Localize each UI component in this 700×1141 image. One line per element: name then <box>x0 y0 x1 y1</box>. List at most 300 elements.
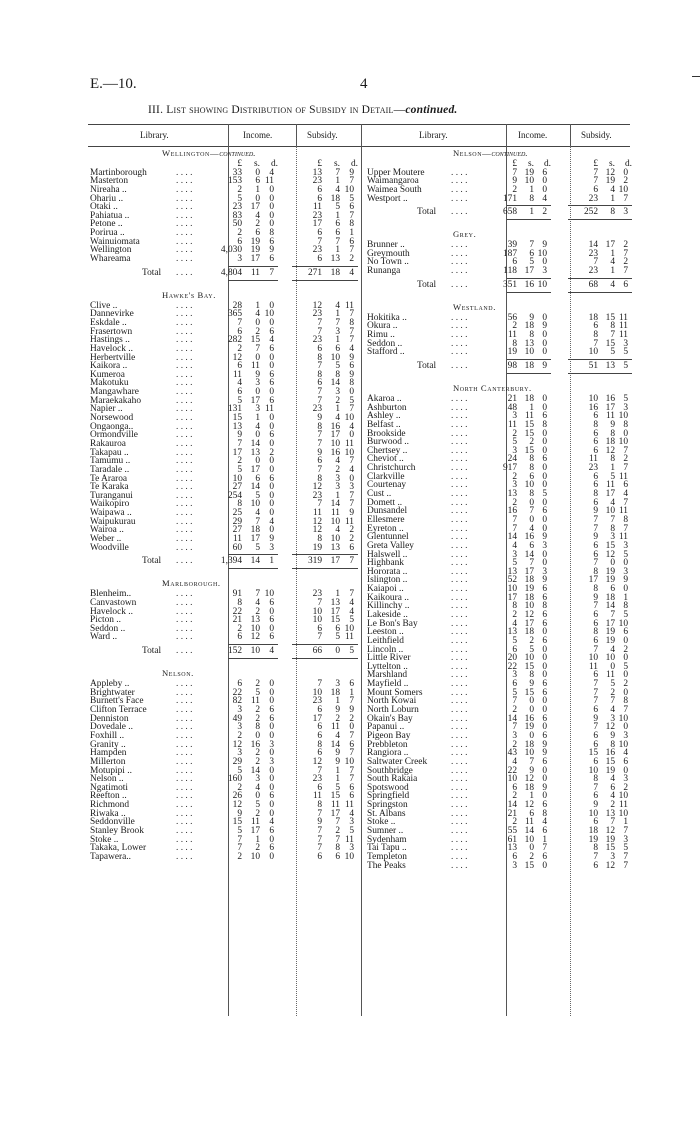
income-pounds: 23 <box>232 202 242 213</box>
subsidy-shillings: 8 <box>610 428 615 439</box>
income-shillings: 5 <box>255 542 260 553</box>
subsidy-pence: 7 <box>623 248 628 259</box>
total-label: Total <box>142 267 162 278</box>
subsidy-pounds: 8 <box>317 533 322 544</box>
library-name: Ward .. <box>90 632 118 643</box>
leader-dots: . . . . <box>451 184 468 195</box>
library-name: Ashley .. <box>367 411 401 422</box>
library-name: Christchurch <box>367 463 416 474</box>
subsidy-pence: 6 <box>623 480 628 491</box>
section-heading: Marlborough. <box>162 578 221 589</box>
income-shillings: 0 <box>529 730 534 741</box>
income-pounds: 17 <box>507 592 517 603</box>
subsidy-shillings: 13 <box>330 597 340 608</box>
income-shillings: 7 <box>255 343 260 354</box>
library-name: Woodville <box>90 542 129 553</box>
subsidy-shillings: 12 <box>605 826 615 836</box>
income-shillings: 10 <box>524 480 534 491</box>
subsidy-pence: 7 <box>623 523 628 534</box>
subsidy-pence: 5 <box>623 843 628 854</box>
income-shillings: 10 <box>250 499 260 510</box>
leader-dots: . . . . <box>176 404 193 415</box>
subsidy-pence: 0 <box>349 473 354 484</box>
library-name: Stoke .. <box>367 817 396 828</box>
subsidy-shillings: 18 <box>605 592 615 603</box>
subsidy-pounds: 23 <box>588 193 598 204</box>
leader-dots: . . . . <box>451 248 468 259</box>
subsidy-pounds: 11 <box>588 454 598 465</box>
subsidy-pounds: 23 <box>588 266 598 277</box>
subsidy-shillings: 13 <box>605 808 615 819</box>
subsidy-pence: 7 <box>623 826 628 836</box>
subsidy-pence: 11 <box>344 834 354 845</box>
income-pence: 6 <box>269 254 274 265</box>
subsidy-pence: 10 <box>618 618 628 629</box>
subsidy-pounds: 7 <box>593 782 598 793</box>
subsidy-shillings: 1 <box>335 176 340 187</box>
library-name: No Town .. <box>367 257 409 268</box>
library-name: Foxhill .. <box>90 730 125 741</box>
income-shillings: 2 <box>255 843 260 854</box>
subsidy-shillings: 3 <box>610 851 615 862</box>
leader-dots: . . . . <box>451 843 468 854</box>
subsidy-shillings: 3 <box>335 326 340 337</box>
income-shillings: 4 <box>255 421 260 432</box>
subsidy-shillings: 1 <box>335 696 340 707</box>
income-shillings: 15 <box>250 335 260 346</box>
income-shillings: 11 <box>250 817 260 828</box>
leader-dots: . . . . <box>176 533 193 544</box>
section-heading: Nelson. <box>162 668 194 679</box>
subsidy-shillings: 1 <box>335 589 340 600</box>
subsidy-pence: 7 <box>349 774 354 785</box>
subsidy-shillings: 19 <box>605 627 615 638</box>
leader-dots: . . . . <box>176 589 193 600</box>
income-shillings: 0 <box>255 430 260 441</box>
subsidy-shillings: 11 <box>330 508 340 519</box>
section-heading-row <box>367 300 632 314</box>
total-rule <box>568 219 632 220</box>
income-shillings: 15 <box>524 419 534 430</box>
income-pounds: 7 <box>237 834 242 845</box>
leader-dots: . . . . <box>451 670 468 681</box>
leader-dots: . . . . <box>451 558 468 569</box>
income-shillings: 11 <box>250 696 260 707</box>
subsidy-pence: 7 <box>349 245 354 256</box>
income-shillings: 9 <box>529 679 534 690</box>
income-pounds: 2 <box>237 782 242 793</box>
income-pounds: 21 <box>232 615 242 626</box>
income-pence: 6 <box>542 592 547 603</box>
library-name: Hastings .. <box>90 335 130 346</box>
subsidy-pounds: 7 <box>317 826 322 836</box>
subsidy-pounds: 6 <box>317 184 322 195</box>
income-pounds: 13 <box>507 843 517 854</box>
total-subsidy-pence: 7 <box>349 556 354 567</box>
income-pounds: 2 <box>512 428 517 439</box>
subsidy-pence: 3 <box>623 402 628 413</box>
income-pounds: 12 <box>232 739 242 750</box>
income-pounds: 9 <box>237 430 242 441</box>
subsidy-shillings: 1 <box>335 245 340 256</box>
subsidy-pounds: 6 <box>317 782 322 793</box>
total-subsidy-shillings: 13 <box>605 360 615 371</box>
subsidy-shillings: 19 <box>605 765 615 776</box>
income-pounds: 6 <box>512 257 517 268</box>
subsidy-shillings: 16 <box>330 447 340 458</box>
income-pounds: 27 <box>232 525 242 536</box>
leader-dots: . . . . <box>176 361 193 372</box>
leader-dots: . . . . <box>176 228 193 239</box>
subsidy-pounds: 23 <box>312 309 322 320</box>
leader-dots: . . . . <box>176 413 193 424</box>
library-name: Greta Valley <box>367 540 414 551</box>
subsidy-shillings: 10 <box>330 533 340 544</box>
income-pounds: 28 <box>232 300 242 311</box>
subsidy-shillings: 5 <box>610 679 615 690</box>
income-pence: 0 <box>269 499 274 510</box>
library-name: Chertsey .. <box>367 445 408 456</box>
income-shillings: 18 <box>250 525 260 536</box>
total-income-shillings: 14 <box>250 556 260 567</box>
library-name: Te Karaka <box>90 482 129 493</box>
unit-shillings: s. <box>254 159 260 169</box>
library-name: Courtenay <box>367 480 407 491</box>
total-rule <box>228 658 278 659</box>
subsidy-pounds: 18 <box>588 312 598 323</box>
income-pounds: 6 <box>237 361 242 372</box>
subsidy-pounds: 7 <box>317 464 322 475</box>
total-rule <box>292 554 358 555</box>
leader-dots: . . . . <box>451 627 468 638</box>
subsidy-shillings: 9 <box>610 730 615 741</box>
subsidy-pounds: 10 <box>588 393 598 404</box>
leader-dots: . . . . <box>451 592 468 603</box>
subsidy-pence: 1 <box>349 687 354 698</box>
subsidy-pence: 5 <box>623 661 628 672</box>
subsidy-pence: 6 <box>349 782 354 793</box>
unit-shillings: s. <box>609 159 615 169</box>
subsidy-pence: 7 <box>349 589 354 600</box>
income-pounds: 3 <box>237 722 242 733</box>
subsidy-pounds: 6 <box>593 635 598 646</box>
subsidy-pence: 7 <box>349 309 354 320</box>
income-pounds: 6 <box>237 632 242 643</box>
leader-dots: . . . . <box>176 369 193 380</box>
subsidy-shillings: 17 <box>605 618 615 629</box>
income-pounds: 6 <box>237 236 242 247</box>
subsidy-pounds: 7 <box>593 257 598 268</box>
subsidy-pounds: 8 <box>593 584 598 595</box>
income-shillings: 9 <box>529 765 534 776</box>
subsidy-pounds: 23 <box>312 774 322 785</box>
leader-dots: . . . . <box>451 193 468 204</box>
income-shillings: 5 <box>529 644 534 655</box>
library-name: Glentunnel <box>367 532 409 543</box>
income-pounds: 13 <box>507 566 517 577</box>
section-heading-row <box>367 227 632 241</box>
subsidy-pounds: 7 <box>593 851 598 862</box>
income-pence: 6 <box>542 756 547 767</box>
income-shillings: 10 <box>524 176 534 187</box>
income-shillings: 8 <box>529 670 534 681</box>
subsidy-pence: 8 <box>623 419 628 430</box>
subsidy-pounds: 7 <box>593 338 598 349</box>
library-name: Wairoa .. <box>90 525 124 536</box>
library-row <box>367 412 632 421</box>
leader-dots: . . . . <box>451 653 468 664</box>
library-row <box>367 516 632 525</box>
income-pounds: 6 <box>512 851 517 862</box>
subsidy-pounds: 6 <box>593 817 598 828</box>
subsidy-pounds: 23 <box>312 176 322 187</box>
library-name: Frasertown <box>90 326 133 337</box>
library-name: Waipawa .. <box>90 508 132 519</box>
leader-dots: . . . . <box>451 791 468 802</box>
leader-dots: . . . . <box>176 765 193 776</box>
subsidy-pence: 0 <box>623 765 628 776</box>
income-shillings: 17 <box>524 266 534 277</box>
income-pounds: 26 <box>232 791 242 802</box>
leader-dots: . . . . <box>451 428 468 439</box>
leader-dots: . . . . <box>176 646 193 657</box>
subsidy-pence: 4 <box>623 748 628 759</box>
income-shillings: 17 <box>250 826 260 836</box>
income-pence: 0 <box>542 696 547 707</box>
library-name: Granity .. <box>90 739 126 750</box>
total-income-pounds: 152 <box>227 646 242 657</box>
subsidy-pence: 7 <box>349 490 354 501</box>
subsidy-pence: 10 <box>618 791 628 802</box>
income-shillings: 10 <box>524 347 534 358</box>
income-pounds: 3 <box>512 730 517 741</box>
total-subsidy-pounds: 51 <box>588 360 598 371</box>
subsidy-pounds: 7 <box>317 808 322 819</box>
total-income-pounds: 351 <box>502 279 517 290</box>
income-shillings: 3 <box>255 378 260 389</box>
subsidy-shillings: 15 <box>605 312 615 323</box>
income-pounds: 7 <box>512 696 517 707</box>
unit-shillings: s. <box>528 159 534 169</box>
subsidy-pence: 5 <box>349 395 354 406</box>
income-pence: 6 <box>269 326 274 337</box>
leader-dots: . . . . <box>176 193 193 204</box>
subsidy-pence: 7 <box>623 463 628 474</box>
income-shillings: 7 <box>529 558 534 569</box>
subsidy-pence: 9 <box>349 167 354 178</box>
subsidy-pounds: 6 <box>317 722 322 733</box>
subsidy-shillings: 6 <box>335 851 340 862</box>
subsidy-pounds: 7 <box>593 722 598 733</box>
total-income-pence: 1 <box>269 556 274 567</box>
subsidy-pence: 9 <box>349 508 354 519</box>
income-shillings: 11 <box>250 361 260 372</box>
income-pounds: 4 <box>512 540 517 551</box>
library-row <box>367 404 632 413</box>
leader-dots: . . . . <box>451 454 468 465</box>
income-pence: 0 <box>542 627 547 638</box>
subsidy-shillings: 4 <box>610 705 615 716</box>
subsidy-pence: 7 <box>349 499 354 510</box>
subsidy-pence: 7 <box>623 860 628 871</box>
leader-dots: . . . . <box>451 748 468 759</box>
leader-dots: . . . . <box>451 661 468 672</box>
library-row <box>90 853 360 862</box>
leader-dots: . . . . <box>176 791 193 802</box>
library-name: Hampden <box>90 748 127 759</box>
subsidy-shillings: 9 <box>610 419 615 430</box>
subsidy-pounds: 6 <box>593 860 598 871</box>
library-row <box>367 348 632 357</box>
income-shillings: 4 <box>255 782 260 793</box>
leader-dots: . . . . <box>176 739 193 750</box>
income-shillings: 0 <box>529 497 534 508</box>
income-pounds: 5 <box>237 193 242 204</box>
leader-dots: . . . . <box>176 499 193 510</box>
subsidy-shillings: 4 <box>335 730 340 741</box>
library-name: Cust .. <box>367 489 392 500</box>
subsidy-shillings: 11 <box>330 722 340 733</box>
library-name: Sydenham <box>367 834 407 845</box>
income-shillings: 6 <box>529 248 534 259</box>
income-pence: 0 <box>269 482 274 493</box>
subsidy-pounds: 7 <box>593 176 598 187</box>
library-row <box>90 255 360 264</box>
income-pounds: 11 <box>507 419 517 430</box>
section-heading: North Canterbury. <box>453 382 532 393</box>
leader-dots: . . . . <box>176 300 193 311</box>
subsidy-pounds: 7 <box>317 765 322 776</box>
library-name: Masterton <box>90 176 129 187</box>
subsidy-pence: 4 <box>349 343 354 354</box>
subsidy-shillings: 7 <box>335 817 340 828</box>
total-rule <box>292 568 358 569</box>
subsidy-pounds: 6 <box>593 184 598 195</box>
subsidy-shillings: 2 <box>335 713 340 724</box>
income-shillings: 6 <box>255 228 260 239</box>
library-row <box>367 331 632 340</box>
library-name: Motupipi .. <box>90 765 132 776</box>
subsidy-shillings: 9 <box>335 756 340 767</box>
subsidy-shillings: 1 <box>335 335 340 346</box>
subsidy-pence: 7 <box>623 445 628 456</box>
income-pounds: 83 <box>232 210 242 221</box>
income-pounds: 4 <box>512 756 517 767</box>
income-pence: 10 <box>264 309 274 320</box>
income-pence: 0 <box>542 523 547 534</box>
income-pounds: 2 <box>512 705 517 716</box>
subsidy-pounds: 7 <box>317 395 322 406</box>
leader-dots: . . . . <box>176 245 193 256</box>
subsidy-shillings: 2 <box>610 687 615 698</box>
income-pence: 0 <box>542 402 547 413</box>
subsidy-pounds: 23 <box>312 490 322 501</box>
leader-dots: . . . . <box>451 730 468 741</box>
library-name: Rakauroa <box>90 438 126 449</box>
leader-dots: . . . . <box>176 326 193 337</box>
library-name: Ongaonga.. <box>90 421 134 432</box>
title-continued: continued. <box>405 104 458 116</box>
leader-dots: . . . . <box>176 696 193 707</box>
leader-dots: . . . . <box>451 584 468 595</box>
subsidy-shillings: 0 <box>610 661 615 672</box>
income-shillings: 1 <box>529 184 534 195</box>
leader-dots: . . . . <box>176 395 193 406</box>
income-pence: 3 <box>269 542 274 553</box>
subsidy-pence: 7 <box>623 266 628 277</box>
subsidy-shillings: 11 <box>605 480 615 491</box>
library-name: Killinchy .. <box>367 601 410 612</box>
leader-dots: . . . . <box>451 532 468 543</box>
subsidy-pounds: 6 <box>593 445 598 456</box>
subsidy-shillings: 17 <box>605 240 615 251</box>
library-name: Whareama <box>90 254 131 265</box>
subsidy-shillings: 7 <box>610 330 615 341</box>
subsidy-shillings: 8 <box>335 369 340 380</box>
leader-dots: . . . . <box>451 176 468 187</box>
leader-dots: . . . . <box>451 644 468 655</box>
income-pounds: 14 <box>507 713 517 724</box>
total-rule <box>228 644 278 645</box>
income-pounds: 153 <box>227 176 242 187</box>
subsidy-pounds: 18 <box>588 826 598 836</box>
subsidy-pounds: 23 <box>312 404 322 415</box>
income-pence: 6 <box>542 713 547 724</box>
subsidy-pence: 5 <box>349 193 354 204</box>
leader-dots: . . . . <box>451 347 468 358</box>
income-shillings: 0 <box>255 791 260 802</box>
leader-dots: . . . . <box>451 321 468 332</box>
subsidy-pounds: 7 <box>593 679 598 690</box>
subsidy-shillings: 14 <box>330 378 340 389</box>
income-shillings: 6 <box>529 540 534 551</box>
total-row <box>367 276 632 294</box>
subsidy-pence: 7 <box>349 730 354 741</box>
subsidy-pence: 11 <box>618 800 628 811</box>
subsidy-shillings: 1 <box>335 210 340 221</box>
subsidy-pounds: 6 <box>317 456 322 467</box>
income-pounds: 22 <box>507 661 517 672</box>
subsidy-pounds: 6 <box>593 540 598 551</box>
income-pounds: 55 <box>507 826 517 836</box>
income-pence: 6 <box>269 615 274 626</box>
subsidy-pounds: 7 <box>317 236 322 247</box>
income-shillings: 0 <box>529 514 534 525</box>
income-pence: 0 <box>542 184 547 195</box>
leader-dots: . . . . <box>451 575 468 586</box>
leader-dots: . . . . <box>451 826 468 836</box>
subsidy-pounds: 13 <box>312 167 322 178</box>
income-pounds: 282 <box>227 335 242 346</box>
income-pounds: 60 <box>232 542 242 553</box>
library-name: Halswell .. <box>367 549 408 560</box>
library-row <box>367 551 632 560</box>
income-pounds: 2 <box>512 184 517 195</box>
subsidy-shillings: 7 <box>610 817 615 828</box>
subsidy-shillings: 7 <box>335 167 340 178</box>
total-subsidy-pence: 5 <box>623 360 628 371</box>
leader-dots: . . . . <box>176 267 193 278</box>
total-rule <box>228 568 278 569</box>
subsidy-pounds: 8 <box>593 419 598 430</box>
subsidy-pence: 5 <box>623 393 628 404</box>
subsidy-pounds: 10 <box>588 765 598 776</box>
income-shillings: 4 <box>255 508 260 519</box>
income-pence: 6 <box>542 826 547 836</box>
subsidy-pounds: 8 <box>593 843 598 854</box>
leader-dots: . . . . <box>451 679 468 690</box>
section-heading-row <box>90 576 360 590</box>
